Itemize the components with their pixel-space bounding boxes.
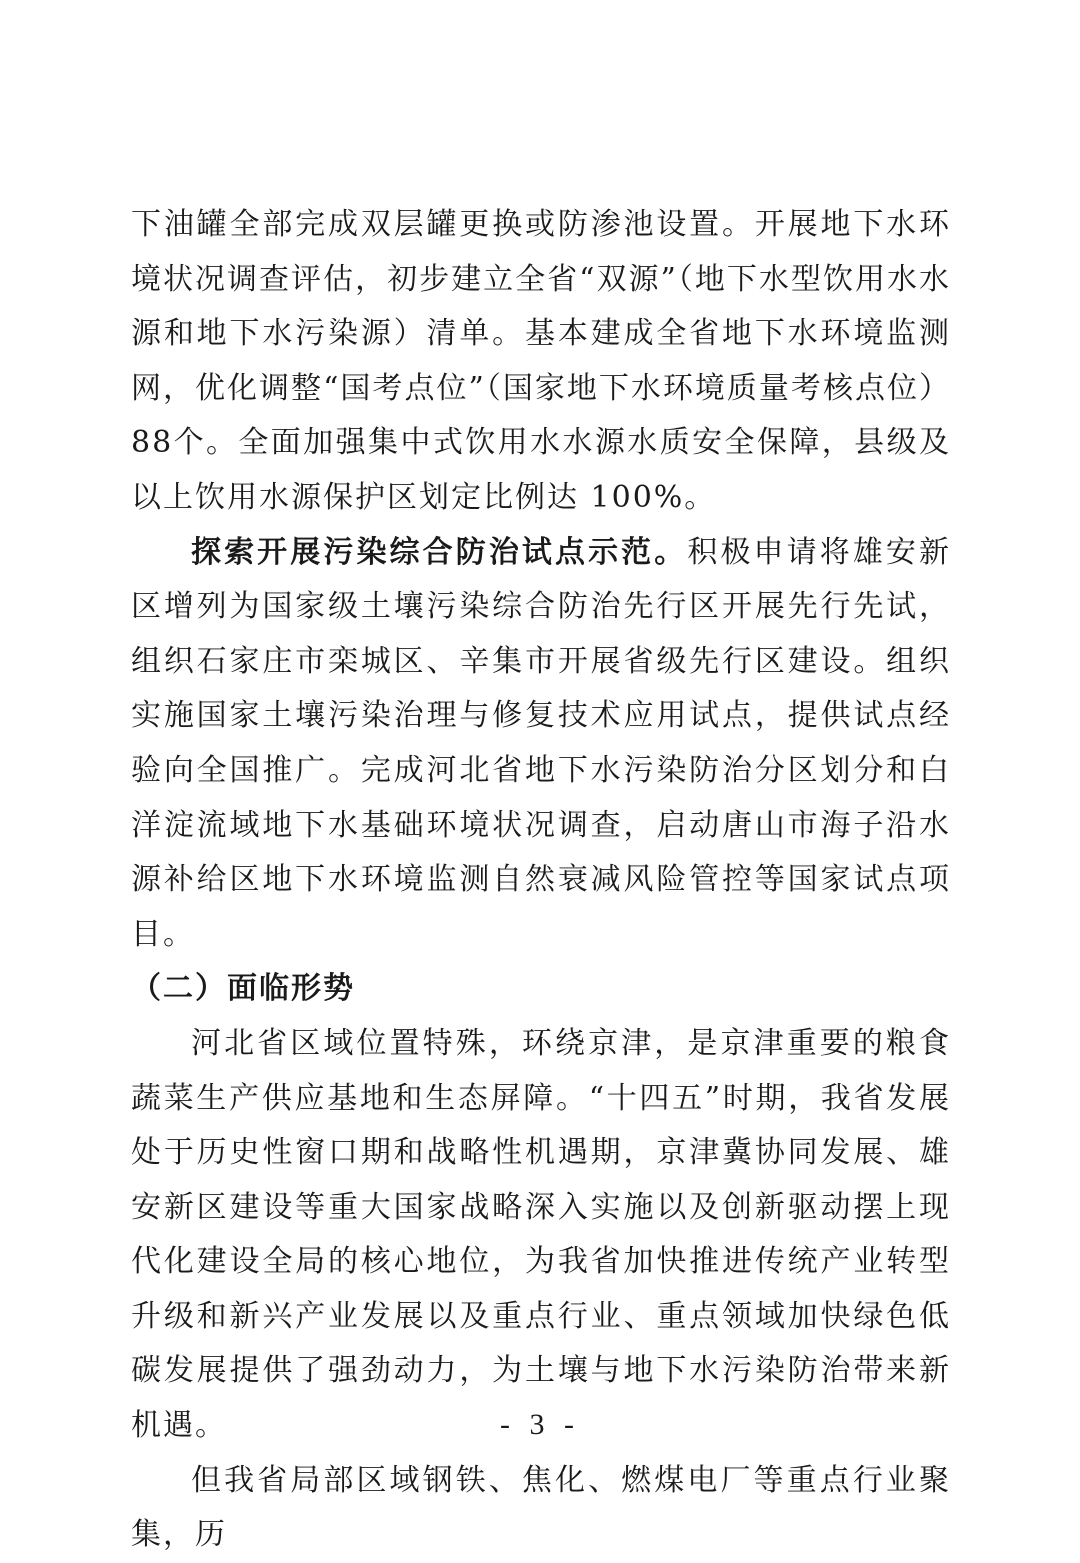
paragraph-2	[131, 526, 951, 963]
paragraph-2-body: 积极申请将雄安新区增列为国家级土壤污染综合防治先行区开展先行先试，组织石家庄市栾城区、辛集市开展省级先行区建设。组织实施国家土壤污染治理与修复技术应用试点，提供试点经验向全国推广。完成河北省地下水污染防治分区划分和白洋淀流域地下水基础环境状况调查，启动唐山市海子沿水源补给区地下水环境监测自然衰减风险管控等国家试点项目。	[131, 534, 952, 952]
page-number: - 3 -	[500, 1408, 580, 1441]
paragraph-3: 河北省区域位置特殊，环绕京津，是京津重要的粮食蔬菜生产供应基地和生态屏障。“十四五”时期，我省发展处于历史性窗口期和战略性机遇期，京津冀协同发展、雄安新区建设等重大国家战略深入实施以及创新驱动摆上现代化建设全局的核心地位，为我省加快推进传统产业转型升级和新兴产业发展以及重点行业、重点领域加快绿色低碳发展提供了强劲动力，为土壤与地下水污染防治带来新机遇。	[131, 1025, 951, 1444]
body-text	[131, 198, 951, 1563]
paragraph-4: 但我省局部区域钢铁、焦化、燃煤电厂等重点行业聚集，历	[131, 1462, 951, 1553]
section-heading: （二）面临形势	[131, 971, 355, 1007]
paragraph-2-lead: 探索开展污染综合防治试点示范。	[191, 534, 688, 570]
paragraph-1: 下油罐全部完成双层罐更换或防渗池设置。开展地下水环境状况调查评估，初步建立全省“双源”（地下水型饮用水水源和地下水污染源）清单。基本建成全省地下水环境监测网，优化调整“国考点位”（国家地下水环境质量考核点位）88个。全面加强集中式饮用水水源水质安全保障，县级及以上饮用水源保护区划定比例达 100%。	[131, 207, 951, 515]
